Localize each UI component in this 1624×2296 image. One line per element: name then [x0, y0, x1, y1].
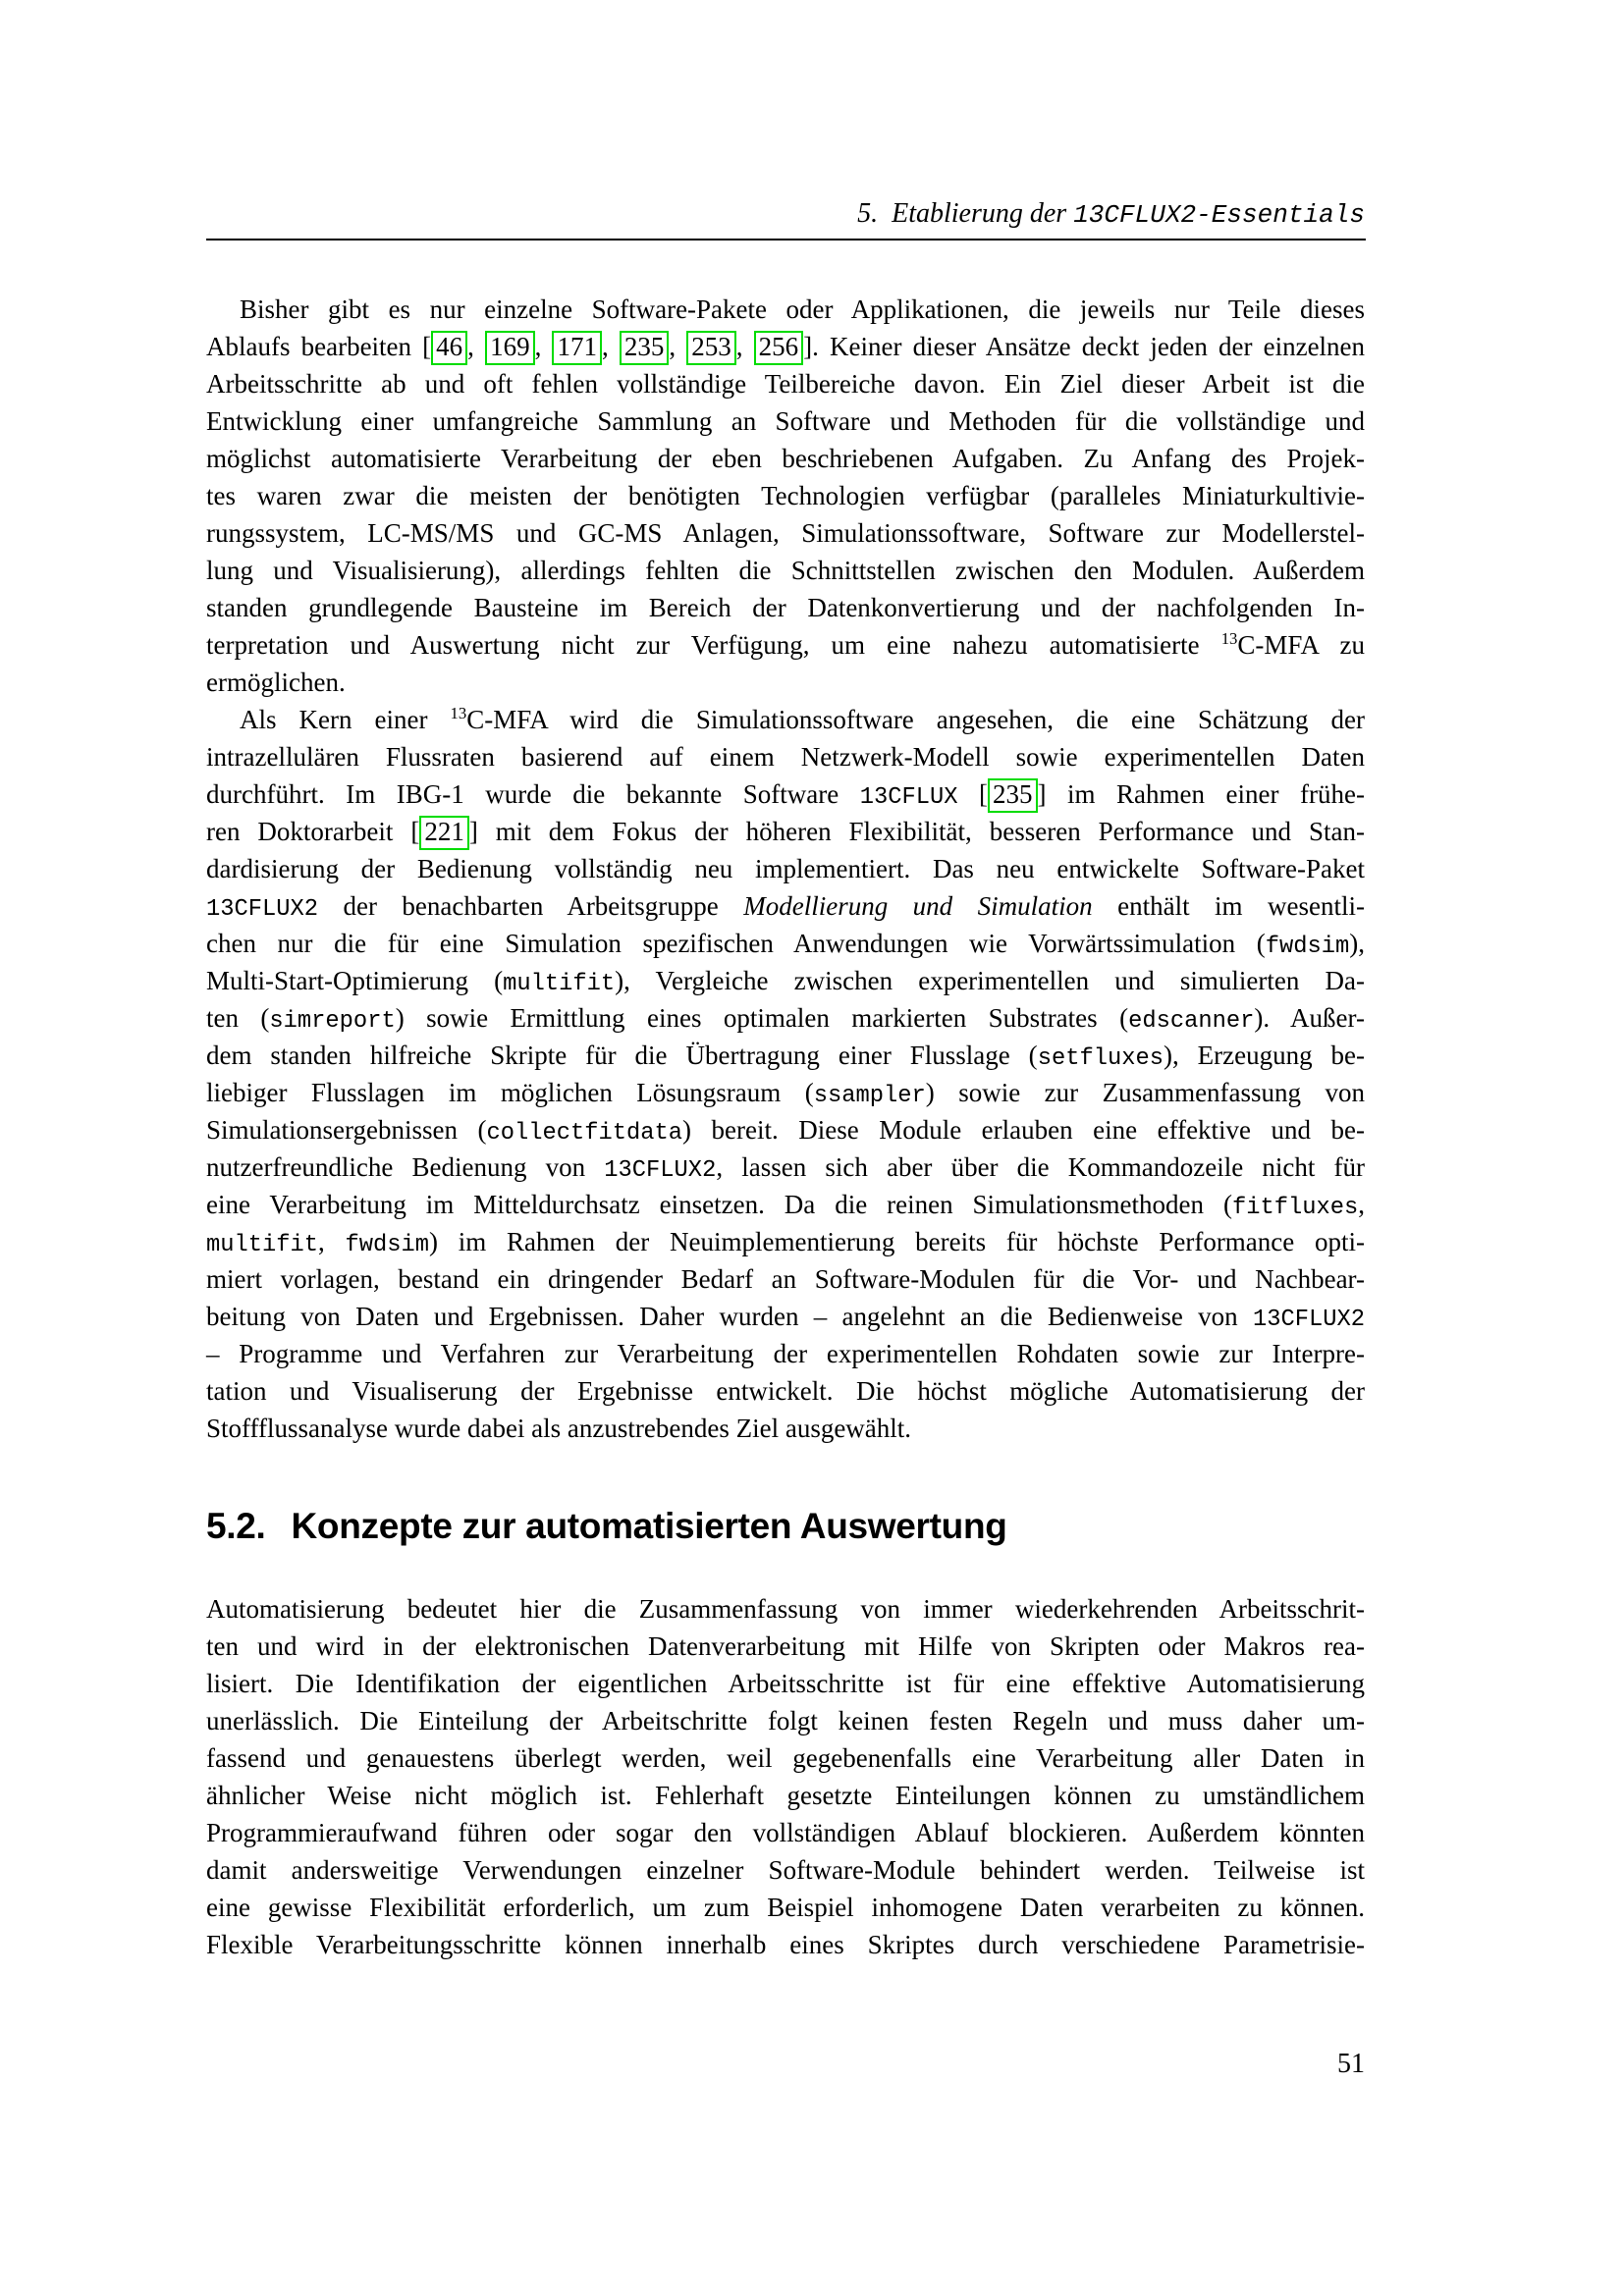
- superscript-text: 13: [450, 704, 467, 722]
- code-text: edscanner: [1128, 1008, 1255, 1035]
- text-line: [206, 1739, 1365, 1777]
- text-line: [206, 1889, 1365, 1926]
- citation-link[interactable]: 235: [988, 778, 1038, 813]
- text-run: Simulationsergebnissen (: [206, 1115, 487, 1145]
- text-run: – Programme und Verfahren zur Verarbeitung der experimentellen Rohdaten sowie zur Interpre-: [206, 1339, 1365, 1368]
- code-text: 13CFLUX2: [206, 896, 319, 923]
- text-run: ) bereit. Diese Module erlauben eine effektive und be-: [682, 1115, 1365, 1145]
- text-run: Multi-Start-Optimierung (: [206, 966, 504, 995]
- text-run: ten (: [206, 1003, 270, 1033]
- text-line: [206, 552, 1365, 589]
- text-line: [206, 1186, 1365, 1223]
- text-run: miert vorlagen, bestand ein dringender Bedarf an Software-Modulen für die Vor- und Nachbear-: [206, 1264, 1365, 1294]
- text-line: [206, 1777, 1365, 1814]
- code-text: collectfitdata: [486, 1120, 683, 1147]
- text-line: [206, 402, 1365, 440]
- text-run: Als Kern einer: [240, 705, 451, 734]
- text-run: tes waren zwar die meisten der benötigten Technologien verfügbar (paralleles Miniaturkultivie-: [206, 481, 1365, 510]
- superscript-text: 13: [1220, 629, 1238, 648]
- code-text: setfluxes: [1037, 1045, 1164, 1072]
- text-run: C-MFA zu: [1237, 630, 1366, 660]
- text-line: [206, 999, 1365, 1037]
- text-line: [206, 813, 1365, 850]
- text-run: liebiger Flusslagen im möglichen Lösungsraum (: [206, 1078, 814, 1107]
- page-number: 51: [1337, 2049, 1365, 2079]
- text-run: ] im Rahmen einer frühe-: [1037, 779, 1365, 809]
- text-line: [206, 962, 1365, 999]
- text-line: [206, 1335, 1365, 1372]
- text-line: [206, 365, 1365, 402]
- text-run: Ablaufs bearbeiten [: [206, 332, 432, 361]
- text-line: [206, 477, 1365, 514]
- text-run: ),: [1349, 929, 1365, 958]
- text-line: [206, 291, 1365, 328]
- text-run: [: [957, 779, 989, 809]
- citation-link[interactable]: 46: [431, 331, 467, 365]
- text-run: nutzerfreundliche Bedienung von: [206, 1152, 605, 1182]
- text-line: [206, 626, 1365, 664]
- text-run: beitung von Daten und Ergebnissen. Daher wurden – angelehnt an die Bedienweise von: [206, 1302, 1253, 1331]
- citation-link[interactable]: 169: [485, 331, 535, 365]
- text-line: [206, 1851, 1365, 1889]
- text-run: 13CFLUX2-Essentials: [1073, 200, 1365, 230]
- text-run: enthält im wesentli-: [1092, 891, 1365, 921]
- code-text: multifit: [206, 1232, 319, 1258]
- code-text: 13CFLUX2: [1252, 1307, 1365, 1333]
- citation-link[interactable]: 235: [620, 331, 670, 365]
- text-line: [206, 1260, 1365, 1298]
- text-line: [206, 328, 1365, 365]
- body-text-block: [206, 291, 1365, 1447]
- text-run: intrazellulären Flussraten basierend auf einem Netzwerk-Modell sowie experimentellen Daten: [206, 742, 1365, 772]
- text-run: lung und Visualisierung), allerdings fehlten die Schnittstellen zwischen den Modulen. Außerdem: [206, 556, 1365, 585]
- text-line: [206, 1037, 1365, 1074]
- header-rule: [206, 239, 1366, 240]
- text-line: [206, 775, 1365, 813]
- text-line: [206, 1814, 1365, 1851]
- text-run: ermöglichen.: [206, 667, 346, 697]
- paragraph-3: [206, 1590, 1365, 1963]
- text-run: ,: [467, 332, 486, 361]
- text-run: Bisher gibt es nur einzelne Software-Pakete oder Applikationen, die jeweils nur Teile dieses: [240, 294, 1365, 324]
- text-line: [206, 1074, 1365, 1111]
- text-run: ,: [601, 332, 620, 361]
- text-run: ähnlicher Weise nicht möglich ist. Fehlerhaft gesetzte Einteilungen können zu umständlichem: [206, 1781, 1365, 1810]
- text-line: [206, 1702, 1365, 1739]
- italic-text: 5. Etablierung der: [857, 198, 1074, 229]
- text-run: eine Verarbeitung im Mitteldurchsatz einsetzen. Da die reinen Simulationsmethoden (: [206, 1190, 1232, 1219]
- citation-link[interactable]: 253: [686, 331, 736, 365]
- text-run: Automatisierung bedeutet hier die Zusammenfassung von immer wiederkehrenden Arbeitsschrit-: [206, 1594, 1365, 1624]
- text-run: Arbeitsschritte ab und oft fehlen vollständige Teilbereiche davon. Ein Ziel dieser Arbeit ist die: [206, 369, 1365, 399]
- text-line: [206, 887, 1365, 925]
- text-run: Entwicklung einer umfangreiche Sammlung an Software und Methoden für die vollständige und: [206, 406, 1365, 436]
- citation-link[interactable]: 221: [419, 816, 469, 850]
- code-text: multifit: [503, 971, 616, 997]
- text-line: [206, 1665, 1365, 1702]
- code-text: fwdsim: [1265, 934, 1350, 960]
- text-run: ), Erzeugung be-: [1163, 1041, 1366, 1070]
- text-run: , lassen sich aber über die Kommandozeile nicht für: [716, 1152, 1365, 1182]
- text-run: ), Vergleiche zwischen experimentellen und simulierten Da-: [615, 966, 1365, 995]
- text-line: [206, 1148, 1365, 1186]
- text-line: [206, 1223, 1365, 1260]
- text-run: ,: [669, 332, 687, 361]
- text-run: durchführt. Im IBG-1 wurde die bekannte Software: [206, 779, 860, 809]
- text-line: [206, 514, 1365, 552]
- text-run: Programmieraufwand führen oder sogar den vollständigen Ablauf blockieren. Außerdem könnten: [206, 1818, 1365, 1847]
- code-text: fitfluxes: [1231, 1195, 1359, 1221]
- text-line: [206, 850, 1365, 887]
- text-run: möglichst automatisierte Verarbeitung der eben beschriebenen Aufgaben. Zu Anfang des Projek-: [206, 444, 1365, 473]
- body-text-block-2: [206, 1590, 1365, 1963]
- text-run: terpretation und Auswertung nicht zur Verfügung, um eine nahezu automatisierte: [206, 630, 1221, 660]
- text-line: [206, 925, 1365, 962]
- text-line: [206, 664, 1365, 701]
- italic-text: Modellierung und Simulation: [743, 891, 1093, 921]
- text-run: Stoffflussanalyse wurde dabei als anzustrebendes Ziel ausgewählt.: [206, 1414, 912, 1443]
- text-run: eine gewisse Flexibilität erforderlich, um zum Beispiel inhomogene Daten verarbeiten zu können.: [206, 1893, 1365, 1922]
- text-run: ]. Keiner dieser Ansätze deckt jeden der einzelnen: [803, 332, 1366, 361]
- text-run: C-MFA wird die Simulationssoftware angesehen, die eine Schätzung der: [466, 705, 1365, 734]
- code-text: simreport: [269, 1008, 396, 1035]
- text-run: ) im Rahmen der Neuimplementierung bereits für höchste Performance opti-: [429, 1227, 1365, 1256]
- text-line: [206, 738, 1365, 775]
- text-run: dardisierung der Bedienung vollständig neu implementiert. Das neu entwickelte Software-Paket: [206, 854, 1365, 883]
- text-run: rungssystem, LC-MS/MS und GC-MS Anlagen, Simulationssoftware, Software zur Modellerstel-: [206, 518, 1365, 548]
- text-run: ). Außer-: [1254, 1003, 1365, 1033]
- text-line: [206, 1298, 1365, 1335]
- text-run: ,: [318, 1227, 346, 1256]
- text-run: ten und wird in der elektronischen Datenverarbeitung mit Hilfe von Skripten oder Makros rea-: [206, 1631, 1365, 1661]
- section-title: Konzepte zur automatisierten Auswertung: [291, 1506, 1007, 1546]
- text-run: damit andersweitige Verwendungen einzelner Software-Module behindert werden. Teilweise ist: [206, 1855, 1365, 1885]
- text-run: der benachbarten Arbeitsgruppe: [318, 891, 744, 921]
- text-line: [206, 1590, 1365, 1628]
- text-run: fassend und genauestens überlegt werden, weil gegebenenfalls eine Verarbeitung aller Daten in: [206, 1743, 1365, 1773]
- code-text: 13CFLUX: [859, 784, 958, 811]
- text-run: ] mit dem Fokus der höheren Flexibilität, besseren Performance und Stan-: [468, 817, 1365, 846]
- text-run: lisiert. Die Identifikation der eigentlichen Arbeitsschritte ist für eine effektive Automatisierung: [206, 1669, 1365, 1698]
- text-line: [206, 440, 1365, 477]
- text-run: ) sowie Ermittlung eines optimalen markierten Substrates (: [395, 1003, 1129, 1033]
- text-run: dem standen hilfreiche Skripte für die Übertragung einer Flusslage (: [206, 1041, 1038, 1070]
- text-run: ren Doktorarbeit [: [206, 817, 420, 846]
- text-run: chen nur die für eine Simulation spezifischen Anwendungen wie Vorwärtssimulation (: [206, 929, 1266, 958]
- code-text: 13CFLUX2: [604, 1157, 717, 1184]
- text-line: [206, 1111, 1365, 1148]
- text-line: [206, 589, 1365, 626]
- text-line: [206, 1372, 1365, 1410]
- text-run: ,: [534, 332, 553, 361]
- text-run: ,: [735, 332, 754, 361]
- paragraph-1: [206, 291, 1365, 701]
- section-number: 5.2.: [206, 1506, 266, 1546]
- text-line: [206, 1926, 1365, 1963]
- code-text: fwdsim: [345, 1232, 430, 1258]
- text-run: Flexible Verarbeitungsschritte können innerhalb eines Skriptes durch verschiedene Parametrisie-: [206, 1930, 1365, 1959]
- citation-link[interactable]: 256: [754, 331, 804, 365]
- section-heading: [206, 1502, 1365, 1551]
- text-line: [206, 1628, 1365, 1665]
- citation-link[interactable]: 171: [552, 331, 602, 365]
- paragraph-2: [206, 701, 1365, 1447]
- text-run: tation und Visualiserung der Ergebnisse entwickelt. Die höchst mögliche Automatisierung der: [206, 1376, 1365, 1406]
- text-run: unerlässlich. Die Einteilung der Arbeitschritte folgt keinen festen Regeln und muss daher um-: [206, 1706, 1365, 1735]
- text-line: [206, 1410, 1365, 1447]
- code-text: ssampler: [813, 1083, 926, 1109]
- text-run: ,: [1358, 1190, 1365, 1219]
- running-header: [206, 197, 1365, 232]
- text-line: [206, 701, 1365, 738]
- text-run: standen grundlegende Bausteine im Bereich der Datenkonvertierung und der nachfolgenden In-: [206, 593, 1365, 622]
- text-run: ) sowie zur Zusammenfassung von: [925, 1078, 1366, 1107]
